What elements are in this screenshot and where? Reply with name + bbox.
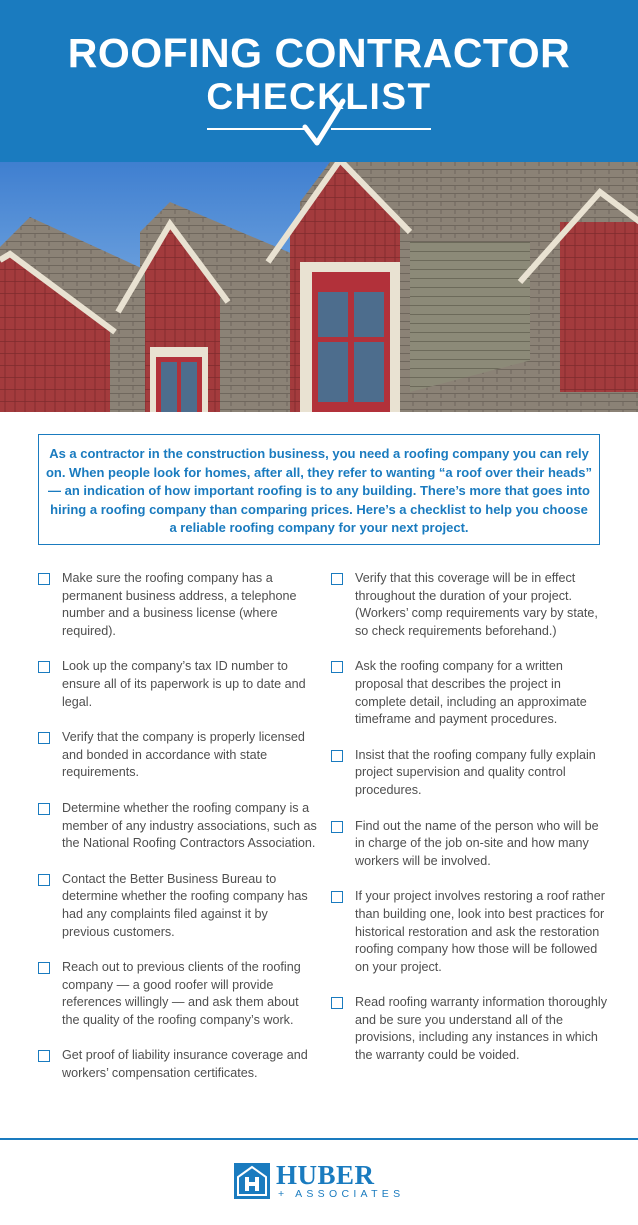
checklist-item-text: Reach out to previous clients of the roofing company — a good roofer will provide references willingly — and ask them about the quality of the roofing company’s work. xyxy=(62,960,301,1027)
checklist-right-column xyxy=(331,570,611,1083)
house-logo-icon xyxy=(234,1163,270,1199)
footer-divider xyxy=(0,1138,638,1140)
roof-photo xyxy=(0,162,638,412)
company-logo xyxy=(234,1160,414,1203)
checklist-item[interactable] xyxy=(331,888,611,976)
checkmark-icon xyxy=(299,97,347,149)
checkbox-icon[interactable] xyxy=(38,1050,50,1062)
checklist-item-text: Contact the Better Business Bureau to determine whether the roofing company has had any complaints filed against it by previous customers. xyxy=(62,871,308,939)
checkbox-icon[interactable] xyxy=(331,661,343,673)
checklist-item[interactable] xyxy=(331,818,611,871)
checkbox-icon[interactable] xyxy=(331,750,343,762)
checklist-item[interactable] xyxy=(38,800,318,853)
checklist-item[interactable] xyxy=(38,658,318,711)
checkbox-icon[interactable] xyxy=(331,997,343,1009)
checklist-item[interactable] xyxy=(331,570,611,640)
logo-name: HUBER xyxy=(276,1160,375,1190)
checklist-item-text: Verify that this coverage will be in effect throughout the duration of your project. (Workers’ comp requirements vary by state, so check requirements beforehand.) xyxy=(355,571,598,638)
checkbox-icon[interactable] xyxy=(38,962,50,974)
checklist-item-text: Verify that the company is properly licensed and bonded in accordance with state requirements. xyxy=(62,730,305,780)
divider-left xyxy=(207,128,307,130)
checkbox-icon[interactable] xyxy=(38,732,50,744)
checklist-item-text: Insist that the roofing company fully explain project supervision and quality control procedures. xyxy=(355,747,596,797)
checklist-item[interactable] xyxy=(38,1047,318,1082)
checklist-item-text: Find out the name of the person who will be in charge of the job on-site and how many workers will be involved. xyxy=(355,818,599,868)
checklist-item[interactable] xyxy=(38,871,318,941)
checklist-item-text: Ask the roofing company for a written proposal that describes the project in complete detail, including an approximate timeframe and payment procedures. xyxy=(355,659,587,727)
checklist-item-text: Determine whether the roofing company is a member of any industry associations, such as the National Roofing Contractors Association. xyxy=(62,800,317,851)
checklist-item[interactable] xyxy=(38,959,318,1029)
checklist-item-text: Get proof of liability insurance coverage and workers’ compensation certificates. xyxy=(62,1048,308,1081)
checklist-item-text: Read roofing warranty information thoroughly and be sure you understand all of the provisions, including any instances in which the warranty could be voided. xyxy=(355,995,608,1063)
checkbox-icon[interactable] xyxy=(331,573,343,585)
intro-box xyxy=(38,434,600,545)
checklist-item-text: If your project involves restoring a roof rather than building one, look into best practices for historical restoration and ask the restoration roofing company how those will be followed on your project. xyxy=(355,889,605,974)
logo-subtitle: + ASSOCIATES xyxy=(278,1188,405,1200)
checklist-item[interactable] xyxy=(331,658,611,728)
checkbox-icon[interactable] xyxy=(331,891,343,903)
checkbox-icon[interactable] xyxy=(38,803,50,815)
checklist-item[interactable] xyxy=(331,994,611,1064)
checklist-item[interactable] xyxy=(331,747,611,800)
checklist-item[interactable] xyxy=(38,570,318,640)
checkbox-icon[interactable] xyxy=(38,573,50,585)
page-subtitle: CHECKLIST xyxy=(206,76,432,117)
page-title: ROOFING CONTRACTOR xyxy=(67,30,571,76)
checkbox-icon[interactable] xyxy=(38,661,50,673)
header-banner xyxy=(0,0,638,162)
checkbox-icon[interactable] xyxy=(38,874,50,886)
intro-text: As a contractor in the construction business, you need a roofing company you can rely on. When people look for homes, after all, they refer to wanting “a roof over their heads” — an indication of how important roofing is to any building. There’s more that goes into hiring a roofing company than comparing prices. Here’s a checklist to help you choose a reliable roofing company for your next project. xyxy=(45,446,593,536)
checklist-item[interactable] xyxy=(38,729,318,782)
checklist-left-column xyxy=(38,570,318,1101)
checklist-item-text: Make sure the roofing company has a permanent business address, a telephone number and a business license (where required). xyxy=(62,571,297,638)
checklist-item-text: Look up the company’s tax ID number to ensure all of its paperwork is up to date and legal. xyxy=(62,659,306,709)
checkbox-icon[interactable] xyxy=(331,821,343,833)
